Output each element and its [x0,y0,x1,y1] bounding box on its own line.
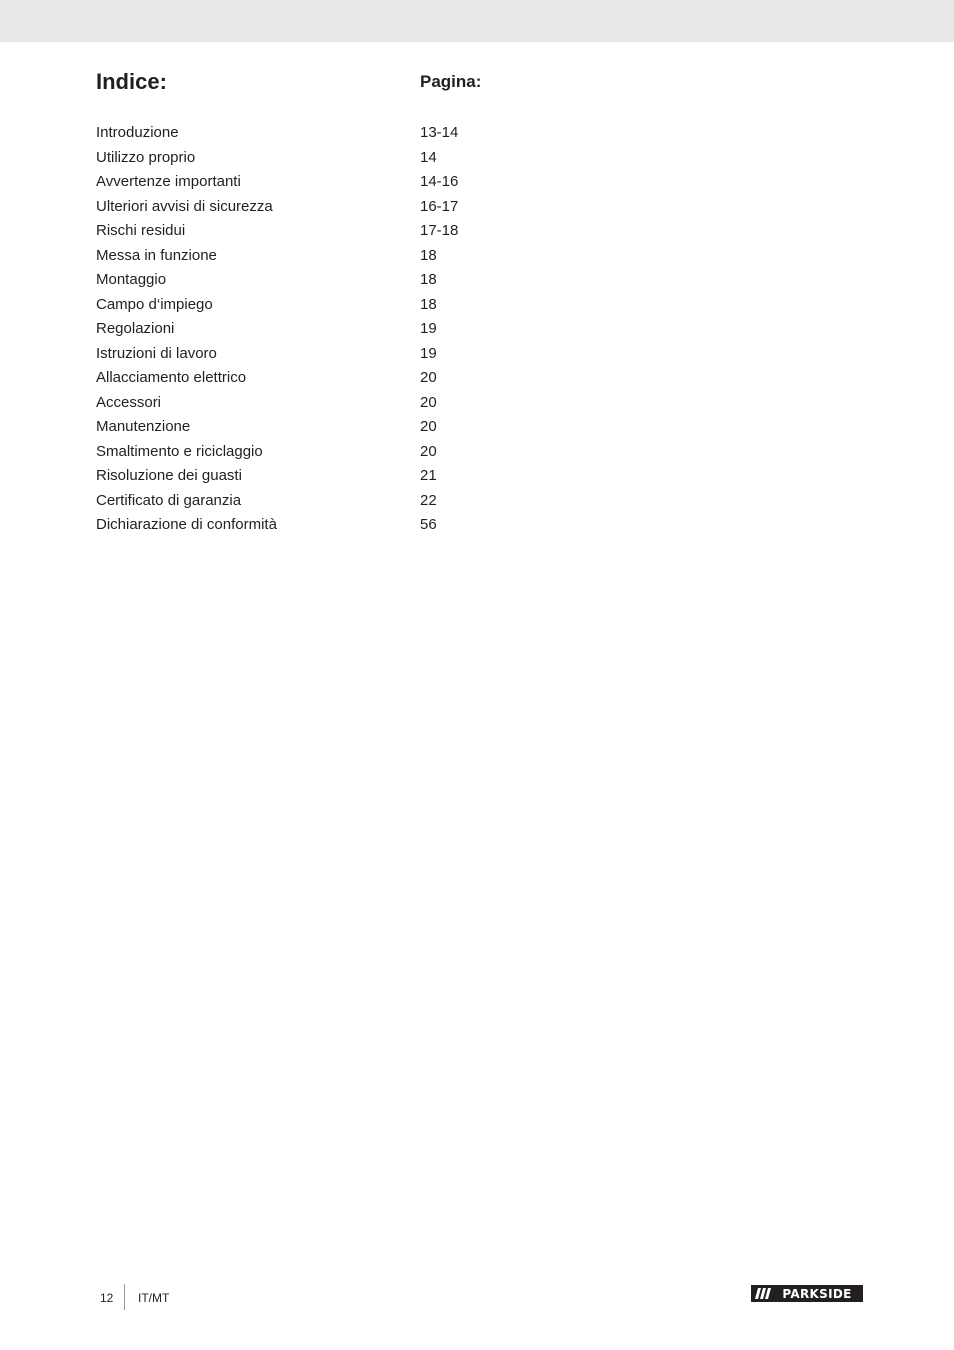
toc-item-title: Allacciamento elettrico [96,369,247,386]
toc-item-title: Montaggio [96,271,167,288]
toc-item[interactable] [96,513,596,538]
toc-item-page: 19 [420,344,437,362]
brand-name: PARKSIDE [782,1287,852,1302]
toc-item[interactable] [96,268,596,293]
toc-item[interactable] [96,244,596,269]
footer-divider [124,1284,125,1310]
toc-item[interactable] [96,489,596,514]
toc-item-title: Dichiarazione di conformità [96,516,277,533]
toc-item-title: Campo d‘impiego [96,295,213,313]
toc-item[interactable] [96,170,596,195]
toc-item-title: Smaltimento e riciclaggio [96,442,263,460]
toc-item-page: 19 [420,320,437,337]
toc-item-page: 18 [420,246,437,264]
toc-item-page: 22 [420,491,437,509]
toc-item-page: 14-16 [420,173,459,190]
toc-item[interactable] [96,415,596,440]
table-of-contents [96,121,596,538]
toc-item[interactable] [96,195,596,220]
toc-item-page: 56 [420,516,437,533]
toc-item[interactable] [96,219,596,244]
toc-item-page: 20 [420,369,437,386]
toc-item-title: Utilizzo proprio [96,148,196,166]
top-band [0,0,954,42]
footer-page-number: 12 [100,1291,114,1305]
toc-item-page: 18 [420,271,437,288]
page-column-label: Pagina: [420,72,482,91]
toc-item-page: 14 [420,148,437,166]
toc-item-page: 20 [420,393,437,411]
toc-item-title: Rischi residui [96,222,186,239]
toc-item-title: Istruzioni di lavoro [96,344,217,362]
toc-item[interactable] [96,366,596,391]
toc-item-title: Ulteriori avvisi di sicurezza [96,197,273,215]
footer-language: IT/MT [138,1291,170,1305]
toc-item-title: Messa in funzione [96,246,217,264]
toc-item-page: 13-14 [420,124,459,141]
toc-item-title: Introduzione [96,124,179,141]
toc-item-page: 16-17 [420,197,459,215]
toc-item[interactable] [96,293,596,318]
toc-item-page: 20 [420,442,437,460]
parkside-logo [751,1285,863,1302]
toc-item-title: Regolazioni [96,320,175,337]
toc-item-title: Accessori [96,393,162,411]
toc-item[interactable] [96,464,596,489]
toc-item-page: 17-18 [420,222,459,239]
toc-item[interactable] [96,342,596,367]
toc-item[interactable] [96,121,596,146]
toc-item[interactable] [96,317,596,342]
toc-item[interactable] [96,440,596,465]
toc-item-page: 18 [420,295,437,313]
toc-item-title: Certificato di garanzia [96,491,242,509]
toc-item-title: Manutenzione [96,418,191,435]
toc-item-page: 21 [420,467,437,484]
toc-item-title: Avvertenze importanti [96,173,241,190]
page-title: Indice: [96,69,167,94]
toc-item[interactable] [96,146,596,171]
toc-item[interactable] [96,391,596,416]
toc-item-title: Risoluzione dei guasti [96,467,242,484]
toc-item-page: 20 [420,418,437,435]
